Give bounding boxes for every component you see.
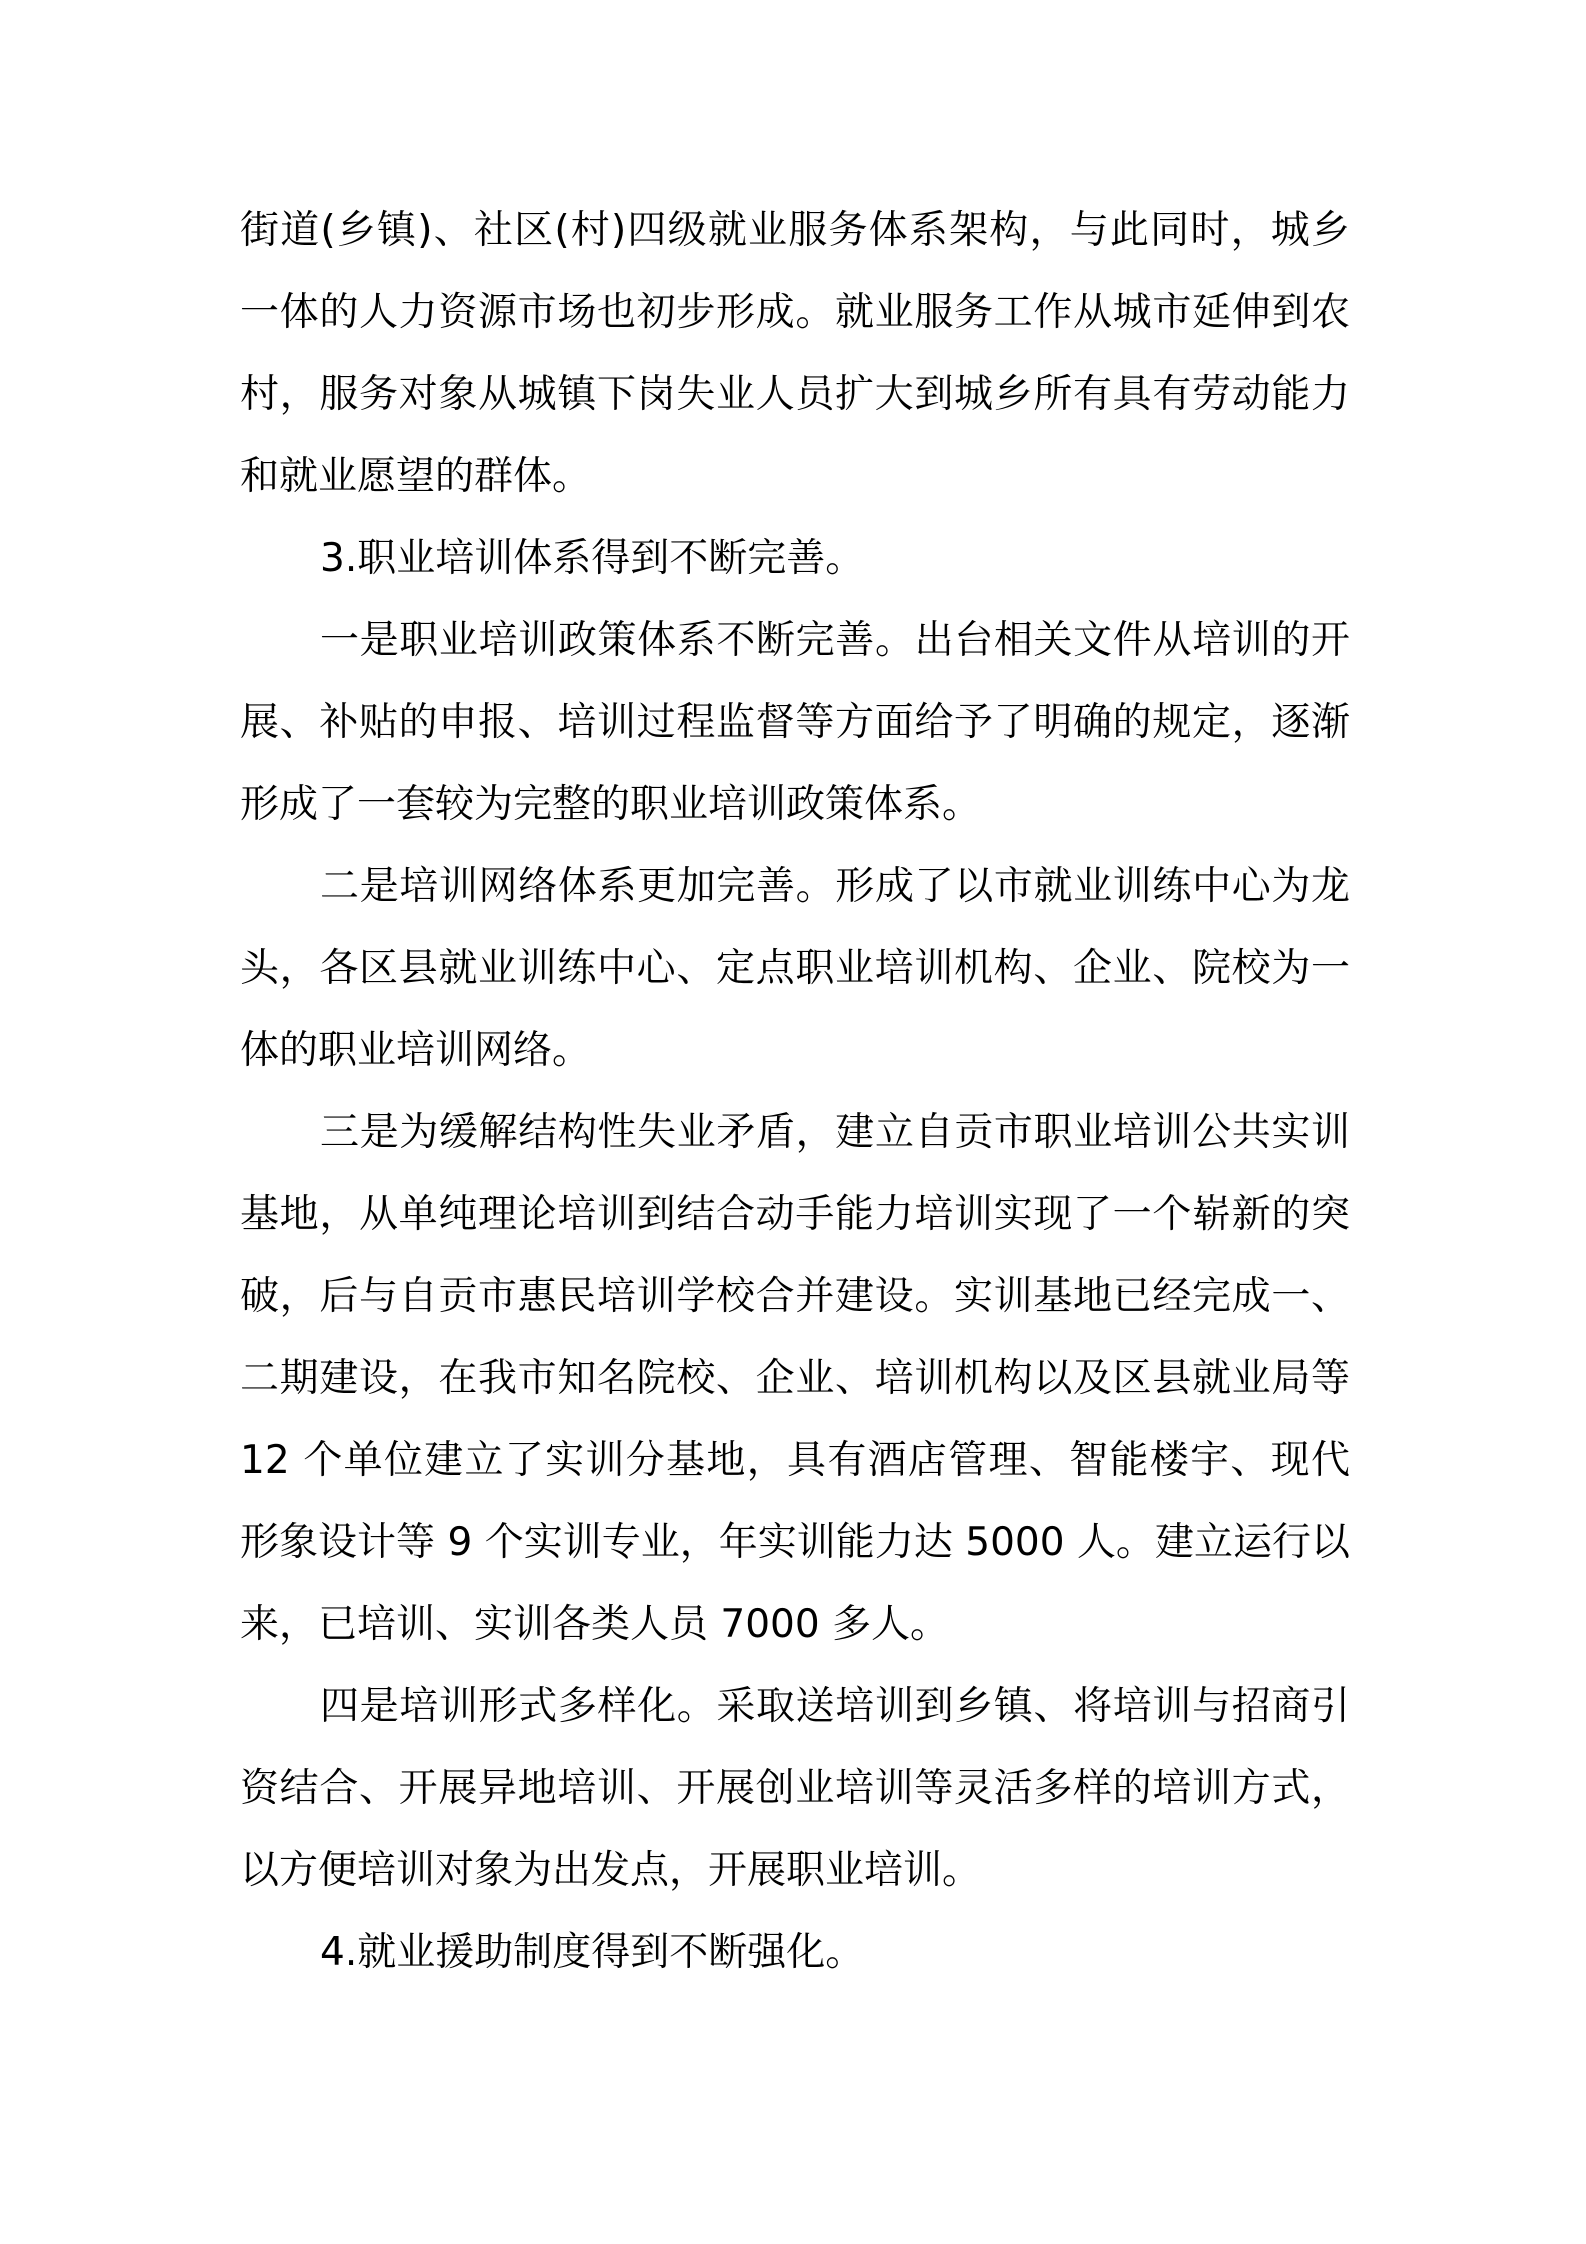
- document-body: [240, 190, 1350, 1994]
- paragraph-service-system: 街道(乡镇)、社区(村)四级就业服务体系架构，与此同时，城乡一体的人力资源市场也初步形成。就业服务工作从城市延伸到农村，服务对象从城镇下岗失业人员扩大到城乡所有具有劳动能力和就业愿望的群体。: [240, 208, 1350, 499]
- paragraph-training-policy: 一是职业培训政策体系不断完善。出台相关文件从培训的开展、补贴的申报、培训过程监督等方面给予了明确的规定，逐渐形成了一套较为完整的职业培训政策体系。: [240, 618, 1350, 827]
- paragraph-training-network: 二是培训网络体系更加完善。形成了以市就业训练中心为龙头，各区县就业训练中心、定点职业培训机构、企业、院校为一体的职业培训网络。: [240, 864, 1350, 1073]
- heading-vocational-training: 3.职业培训体系得到不断完善。: [320, 536, 865, 581]
- paragraph-training-base: 三是为缓解结构性失业矛盾，建立自贡市职业培训公共实训基地，从单纯理论培训到结合动手能力培训实现了一个崭新的突破，后与自贡市惠民培训学校合并建设。实训基地已经完成一、二期建设，在我市知名院校、企业、培训机构以及区县就业局等 12 个单位建立了实训分基地，具有酒店管理、智能楼宇、现代形象设计等 9 个实训专业，年实训能力达 5000 人。建立运行以来，已培训、实训各类人员 7000 多人。: [240, 1110, 1350, 1647]
- paragraph-training-forms: 四是培训形式多样化。采取送培训到乡镇、将培训与招商引资结合、开展异地培训、开展创业培训等灵活多样的培训方式，以方便培训对象为出发点，开展职业培训。: [240, 1684, 1350, 1893]
- heading-employment-assistance: 4.就业援助制度得到不断强化。: [320, 1930, 865, 1975]
